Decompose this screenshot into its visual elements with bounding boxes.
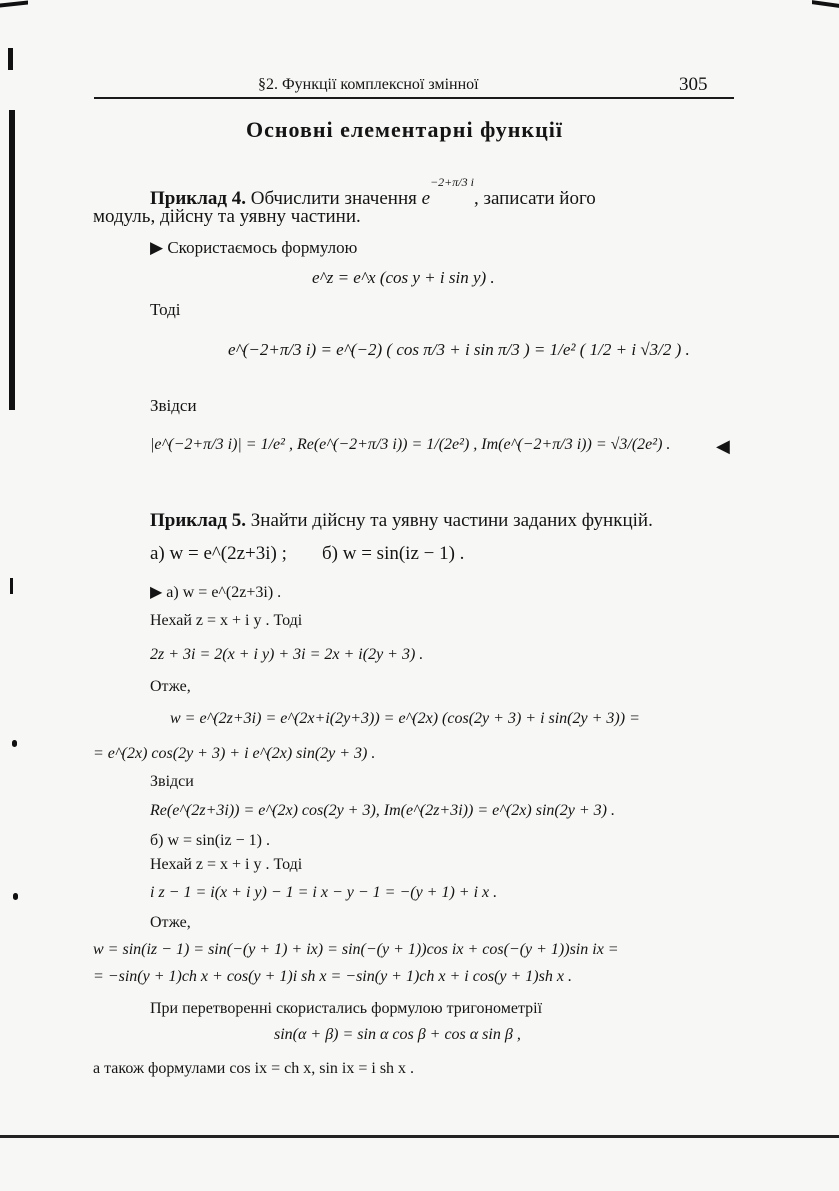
scan-mark-top-left	[0, 1, 28, 8]
example4-label: Приклад 4.	[150, 188, 247, 209]
sol-b-line1: i z − 1 = i(x + i y) − 1 = i x − y − 1 = −(y + 1) + i x .	[150, 884, 498, 901]
sol-a-therefore: Отже,	[150, 678, 191, 695]
word-then: Тоді	[150, 300, 181, 319]
sol-a-line1: 2z + 3i = 2(x + i y) + 3i = 2x + i(2y + 3) .	[150, 646, 424, 663]
end-marker: ◀	[716, 436, 730, 456]
note-also: а також формулами cos ix = ch x, sin ix = i sh x .	[93, 1060, 415, 1077]
sol-a-let: Нехай z = x + i y . Тоді	[150, 612, 303, 629]
example4-line1	[150, 175, 596, 210]
running-header: §2. Функції комплексної змінної	[258, 76, 479, 93]
example5-text: Знайти дійсну та уявну частини заданих функцій.	[250, 510, 653, 531]
sol-b-start: б) w = sin(iz − 1) .	[150, 832, 270, 849]
sol-a-line2: w = e^(2z+3i) = e^(2x+i(2y+3)) = e^(2x) (cos(2y + 3) + i sin(2y + 3)) =	[170, 710, 640, 727]
header-rule	[94, 97, 734, 99]
sol-a-line4: Re(e^(2z+3i)) = e^(2x) cos(2y + 3), Im(e^(2z+3i)) = e^(2x) sin(2y + 3) .	[150, 802, 615, 819]
sol-a-start: ▶ а) w = e^(2z+3i) .	[150, 584, 282, 601]
scan-dot-2	[12, 740, 17, 747]
sol-b-let: Нехай z = x + i y . Тоді	[150, 856, 303, 873]
example5-label: Приклад 5.	[150, 510, 247, 531]
example4-line2: модуль, дійсну та уявну частини.	[93, 206, 361, 227]
note-trig: При перетворенні скористались формулою тригонометрії	[150, 1000, 543, 1017]
word-hence: Звідси	[150, 396, 197, 415]
formula-exp-value: e^(−2+π/3 i) = e^(−2) ( cos π/3 + i sin π/3 ) = 1/e² ( 1/2 + i √3/2 ) .	[228, 340, 690, 359]
scan-dot-1	[10, 578, 13, 594]
solution-marker: ▶	[150, 238, 164, 257]
sol-b-therefore: Отже,	[150, 914, 191, 931]
scan-dot-3	[13, 893, 18, 900]
section-heading: Основні елементарні функції	[246, 117, 563, 142]
example5-task-a: а) w = e^(2z+3i) ;	[150, 543, 287, 564]
sol-b-line3: = −sin(y + 1)ch x + cos(y + 1)i sh x = −sin(y + 1)ch x + i cos(y + 1)sh x .	[93, 968, 572, 985]
example4-intro	[150, 238, 357, 258]
example4-base: e	[421, 188, 431, 209]
scan-mark-top-right	[812, 0, 839, 8]
example5-task-b: б) w = sin(iz − 1) .	[322, 543, 465, 564]
formula-trig: sin(α + β) = sin α cos β + cos α sin β ,	[274, 1026, 521, 1043]
example4-exponent: −2+π/3 i	[430, 175, 474, 189]
sol-a-line3: = e^(2x) cos(2y + 3) + i e^(2x) sin(2y + 3) .	[93, 745, 376, 762]
scan-bottom-line	[0, 1135, 839, 1138]
scan-bar-left-top	[8, 48, 13, 70]
example5-line1	[150, 510, 653, 532]
sol-b-line2: w = sin(iz − 1) = sin(−(y + 1) + ix) = sin(−(y + 1))cos ix + cos(−(y + 1))sin ix =	[93, 941, 619, 958]
formula-mod-re-im: |e^(−2+π/3 i)| = 1/e² , Re(e^(−2+π/3 i)) = 1/(2e²) , Im(e^(−2+π/3 i)) = √3/(2e²) .	[150, 436, 671, 453]
example4-text-a: Обчислити значення	[250, 188, 417, 209]
sol-a-hence: Звідси	[150, 773, 194, 790]
example4-intro-text: Скористаємось формулою	[167, 238, 358, 257]
example4-text-b: , записати його	[473, 188, 596, 209]
scan-bar-left-main	[9, 110, 15, 410]
page-number: 305	[679, 74, 708, 95]
formula-euler: e^z = e^x (cos y + i sin y) .	[312, 268, 495, 287]
